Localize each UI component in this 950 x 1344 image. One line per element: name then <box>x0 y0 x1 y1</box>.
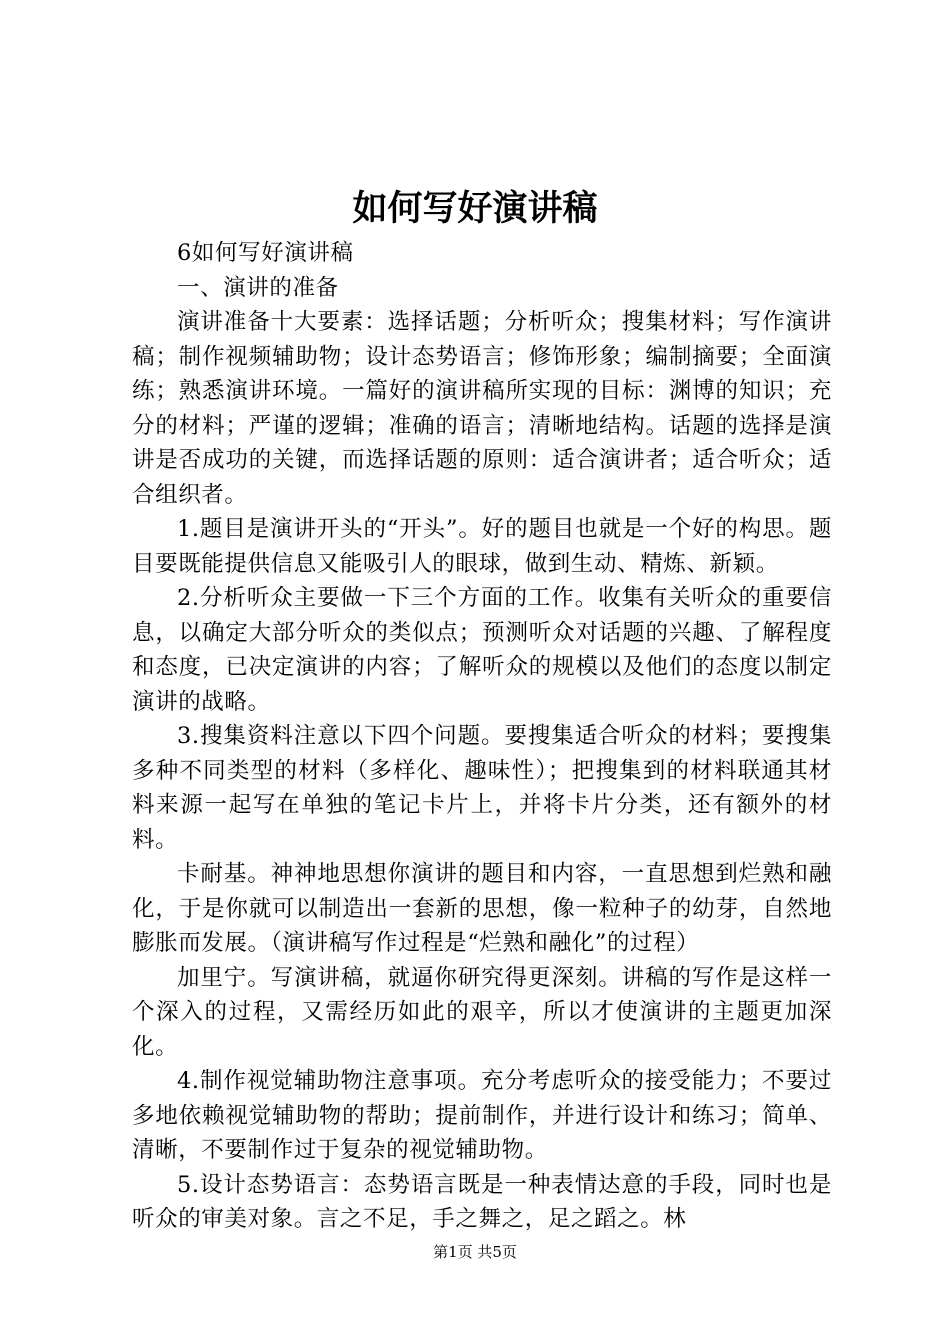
paragraph: 加里宁。写演讲稿，就逼你研究得更深刻。讲稿的写作是这样一个深入的过程，又需经历如此的艰辛，所以才使演讲的主题更加深化。 <box>132 964 832 1060</box>
paragraph: 5.设计态势语言：态势语言既是一种表情达意的手段，同时也是听众的审美对象。言之不足，手之舞之，足之蹈之。林 <box>132 1171 832 1232</box>
paragraph: 1.题目是演讲开头的“开头”。好的题目也就是一个好的构思。题目要既能提供信息又能吸引人的眼球，做到生动、精炼、新颖。 <box>132 516 832 577</box>
paragraph: 卡耐基。神神地思想你演讲的题目和内容，一直思想到烂熟和融化，于是你就可以制造出一套新的思想，像一粒种子的幼芽，自然地膨胀而发展。（演讲稿写作过程是“烂熟和融化”的过程） <box>132 861 832 956</box>
paragraph: 2.分析听众主要做一下三个方面的工作。收集有关听众的重要信息，以确定大部分听众的类似点；预测听众对话题的兴趣、了解程度和态度，已决定演讲的内容；了解听众的规模以及他们的态度以制定演讲的战略。 <box>132 585 832 715</box>
section-heading: 一、演讲的准备 <box>177 274 339 301</box>
document-title: 如何写好演讲稿 <box>352 188 598 229</box>
page-number-footer: 第1页 共5页 <box>433 1243 517 1261</box>
paragraph: 3.搜集资料注意以下四个问题。要搜集适合听众的材料；要搜集多种不同类型的材料（多样化、趣味性）；把搜集到的材料联通其材料来源一起写在单独的笔记卡片上，并将卡片分类，还有额外的材料。 <box>132 723 832 853</box>
paragraph: 4.制作视觉辅助物注意事项。充分考虑听众的接受能力；不要过多地依赖视觉辅助物的帮助；提前制作，并进行设计和练习；简单、清晰，不要制作过于复杂的视觉辅助物。 <box>132 1068 832 1163</box>
document-body <box>132 236 832 1237</box>
paragraph: 演讲准备十大要素：选择话题；分析听众；搜集材料；写作演讲稿；制作视频辅助物；设计态势语言；修饰形象；编制摘要；全面演练；熟悉演讲环境。一篇好的演讲稿所实现的目标：渊博的知识；充分的材料；严谨的逻辑；准确的语言；清晰地结构。话题的选择是演讲是否成功的关键，而选择话题的原则：适合演讲者；适合听众；适合组织者。 <box>132 309 832 508</box>
paragraph-subtitle: 6如何写好演讲稿 <box>177 240 354 266</box>
